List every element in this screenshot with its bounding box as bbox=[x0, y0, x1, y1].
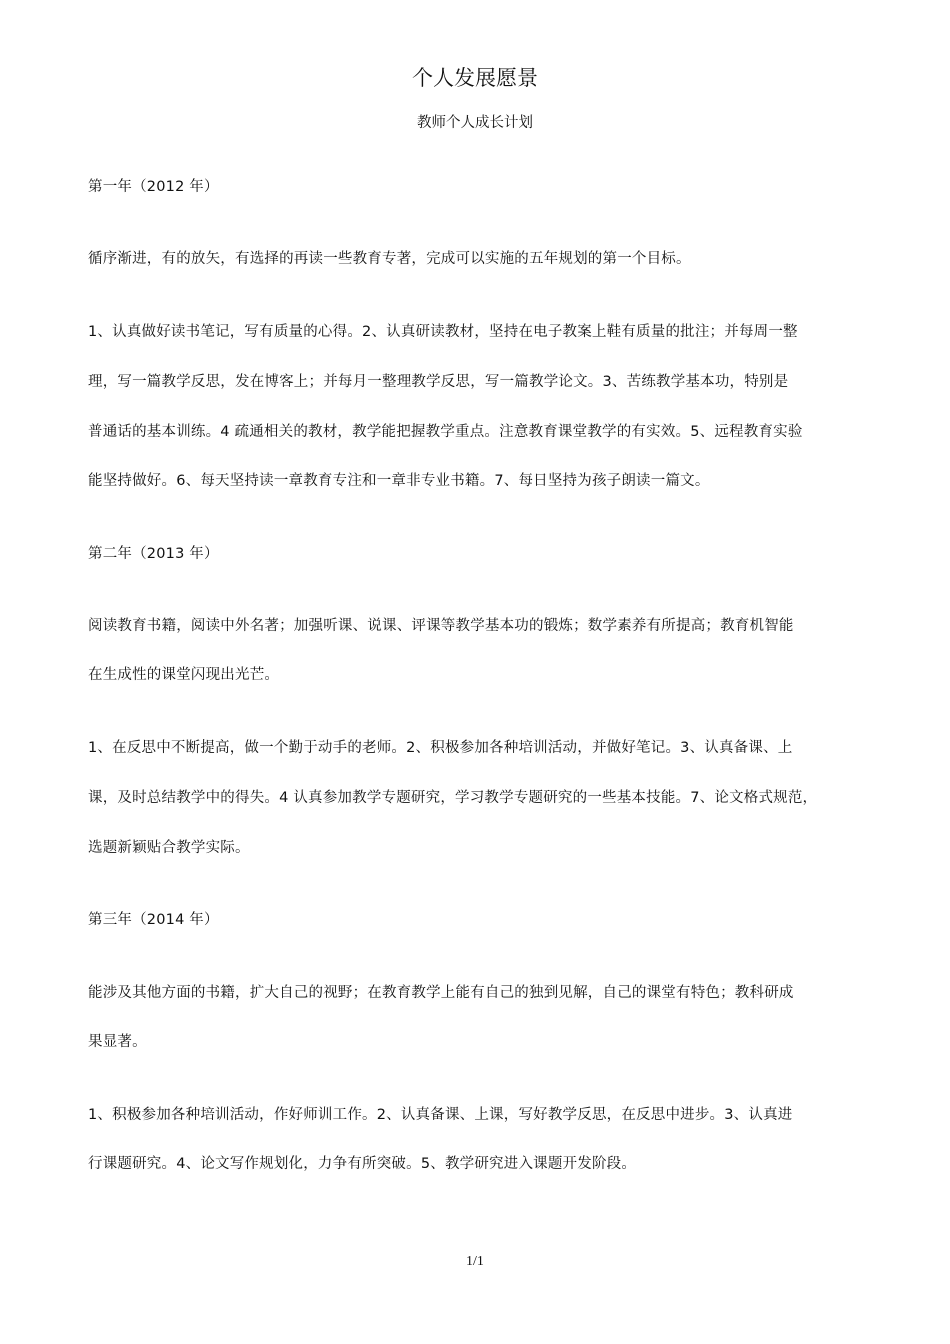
section-task-line: 选题新颖贴合教学实际。 bbox=[88, 840, 250, 856]
section-task-line: 理，写一篇教学反思，发在博客上；并每月一整理教学反思，写一篇教学论文。3、苦练教学基本功，特别是 bbox=[88, 374, 789, 390]
section-task-line: 能坚持做好。6、每天坚持读一章教育专注和一章非专业书籍。7、每日坚持为孩子朗读一篇文。 bbox=[88, 473, 710, 489]
section-goal-line: 在生成性的课堂闪现出光芒。 bbox=[88, 667, 280, 683]
section-goal-line: 阅读教育书籍，阅读中外名著；加强听课、说课、评课等教学基本功的锻炼；数学素养有所提高；教育机智能 bbox=[88, 618, 794, 634]
section-task-line: 课，及时总结教学中的得失。4 认真参加教学专题研究，学习教学专题研究的一些基本技能。7、论文格式规范， bbox=[88, 790, 818, 806]
section-task-line: 1、积极参加各种培训活动，作好师训工作。2、认真备课、上课，写好教学反思，在反思中进步。3、认真进 bbox=[88, 1107, 793, 1123]
section-task-line: 普通话的基本训练。4 疏通相关的教材，教学能把握教学重点。注意教育课堂教学的有实效。5、远程教育实验 bbox=[88, 424, 803, 440]
section-task-line: 行课题研究。4、论文写作规划化，力争有所突破。5、教学研究进入课题开发阶段。 bbox=[88, 1156, 637, 1172]
section-heading-year-3: 第三年（2014 年） bbox=[88, 912, 219, 928]
section-task-line: 1、在反思中不断提高，做一个勤于动手的老师。2、积极参加各种培训活动，并做好笔记。3、认真备课、上 bbox=[88, 740, 793, 756]
section-goal-line: 循序渐进，有的放矢，有选择的再读一些教育专著，完成可以实施的五年规划的第一个目标。 bbox=[88, 251, 691, 267]
page-subtitle: 教师个人成长计划 bbox=[417, 115, 533, 131]
section-task-line: 1、认真做好读书笔记，写有质量的心得。2、认真研读教材，坚持在电子教案上鞋有质量的批注；并每周一整 bbox=[88, 324, 798, 340]
section-goal-line: 能涉及其他方面的书籍，扩大自己的视野；在教育教学上能有自己的独到见解，自己的课堂有特色；教科研成 bbox=[88, 985, 794, 1001]
section-goal-line: 果显著。 bbox=[88, 1034, 147, 1050]
section-heading-year-1: 第一年（2012 年） bbox=[88, 179, 219, 195]
page-number: 1/1 bbox=[466, 1254, 484, 1269]
page-title: 个人发展愿景 bbox=[412, 66, 538, 90]
section-heading-year-2: 第二年（2013 年） bbox=[88, 546, 219, 562]
